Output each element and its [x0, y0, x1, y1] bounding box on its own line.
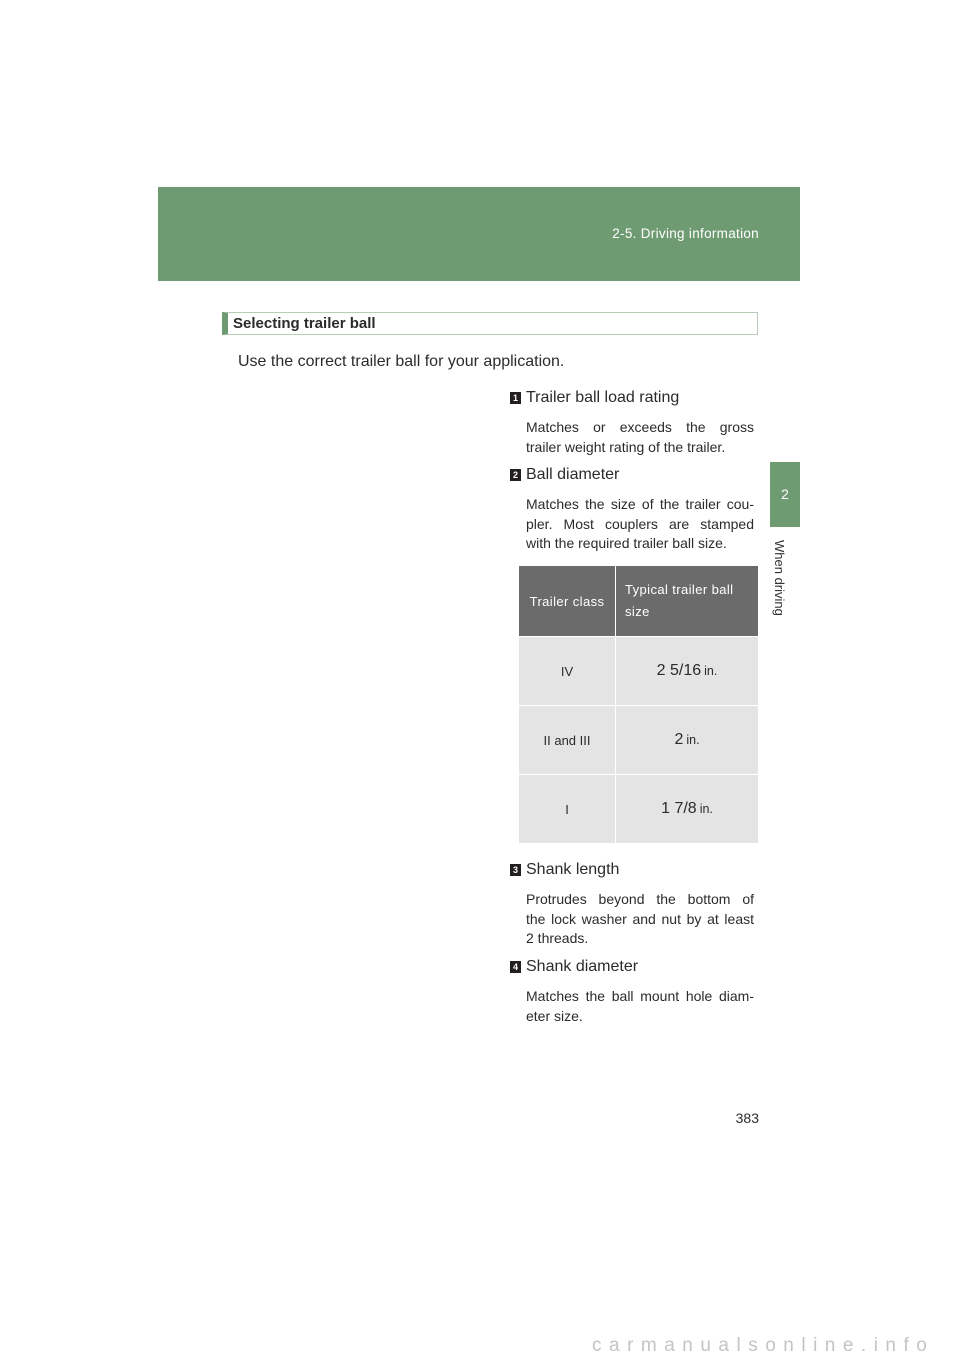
- section-intro: Use the correct trailer ball for your application.: [238, 353, 565, 370]
- description-line: 2 threads.: [526, 930, 589, 946]
- item-ball-diameter: [510, 465, 758, 551]
- item-number-marker: 1: [510, 392, 521, 404]
- trailer-ball-size-table: [519, 566, 758, 843]
- item-shank-diameter: [510, 957, 758, 1037]
- table-header-row: [519, 566, 758, 636]
- watermark-text: carmanualsonline.info: [592, 1335, 935, 1356]
- table-row: [519, 705, 758, 774]
- table-row: [519, 636, 758, 705]
- description-line: with the required trailer ball size.: [526, 535, 727, 551]
- ball-size-value: 1 7/8: [661, 800, 697, 817]
- description-line: Matches the size of the trailer cou-: [526, 496, 754, 512]
- item-number-marker: 3: [510, 864, 521, 876]
- ball-size-unit: in.: [686, 733, 700, 747]
- page-number: 383: [735, 1110, 759, 1126]
- description-line: the lock washer and nut by at least: [526, 910, 754, 927]
- cell-ball-size: [616, 636, 758, 705]
- cell-trailer-class: IV: [519, 636, 616, 705]
- table-row: [519, 774, 758, 843]
- cell-ball-size: [616, 774, 758, 843]
- chapter-title: When driving: [772, 540, 787, 616]
- item-title: Shank diameter: [526, 958, 639, 975]
- description-line: pler. Most couplers are stamped: [526, 515, 754, 532]
- header-bar: [158, 187, 800, 281]
- item-description: [526, 890, 754, 949]
- table-body: [519, 636, 758, 843]
- description-line: Matches or exceeds the gross: [526, 419, 754, 435]
- item-number-marker: 4: [510, 961, 521, 973]
- item-description: [526, 495, 754, 554]
- item-title: Shank length: [526, 861, 620, 878]
- ball-size-value: 2 5/16: [656, 662, 702, 679]
- section-heading: Selecting trailer ball: [222, 312, 758, 335]
- item-title: Ball diameter: [526, 466, 620, 483]
- description-line: eter size.: [526, 1007, 583, 1024]
- cell-ball-size: [616, 705, 758, 774]
- description-line: Protrudes beyond the bottom of: [526, 891, 754, 907]
- header-ball-size: Typical trailer ball size: [616, 566, 758, 636]
- table-head: [519, 566, 758, 636]
- item-description: [526, 418, 754, 457]
- item-number-marker: 2: [510, 469, 521, 481]
- ball-size-unit: in.: [704, 664, 718, 678]
- ball-size-unit: in.: [699, 802, 713, 816]
- cell-trailer-class: II and III: [519, 705, 616, 774]
- item-description: [526, 987, 754, 1026]
- ball-size-value: 2: [674, 731, 684, 748]
- header-trailer-class: Trailer class: [519, 566, 616, 636]
- description-line: trailer weight rating of the trailer.: [526, 438, 726, 455]
- item-shank-length: [510, 860, 758, 946]
- chapter-number: 2: [781, 486, 789, 502]
- item-title: Trailer ball load rating: [526, 389, 680, 406]
- header-section-title: 2-5. Driving information: [612, 226, 759, 241]
- description-line: Matches the ball mount hole diam-: [526, 988, 754, 1004]
- cell-trailer-class: I: [519, 774, 616, 843]
- chapter-tab: [770, 462, 800, 527]
- item-trailer-ball-load-rating: [510, 388, 758, 468]
